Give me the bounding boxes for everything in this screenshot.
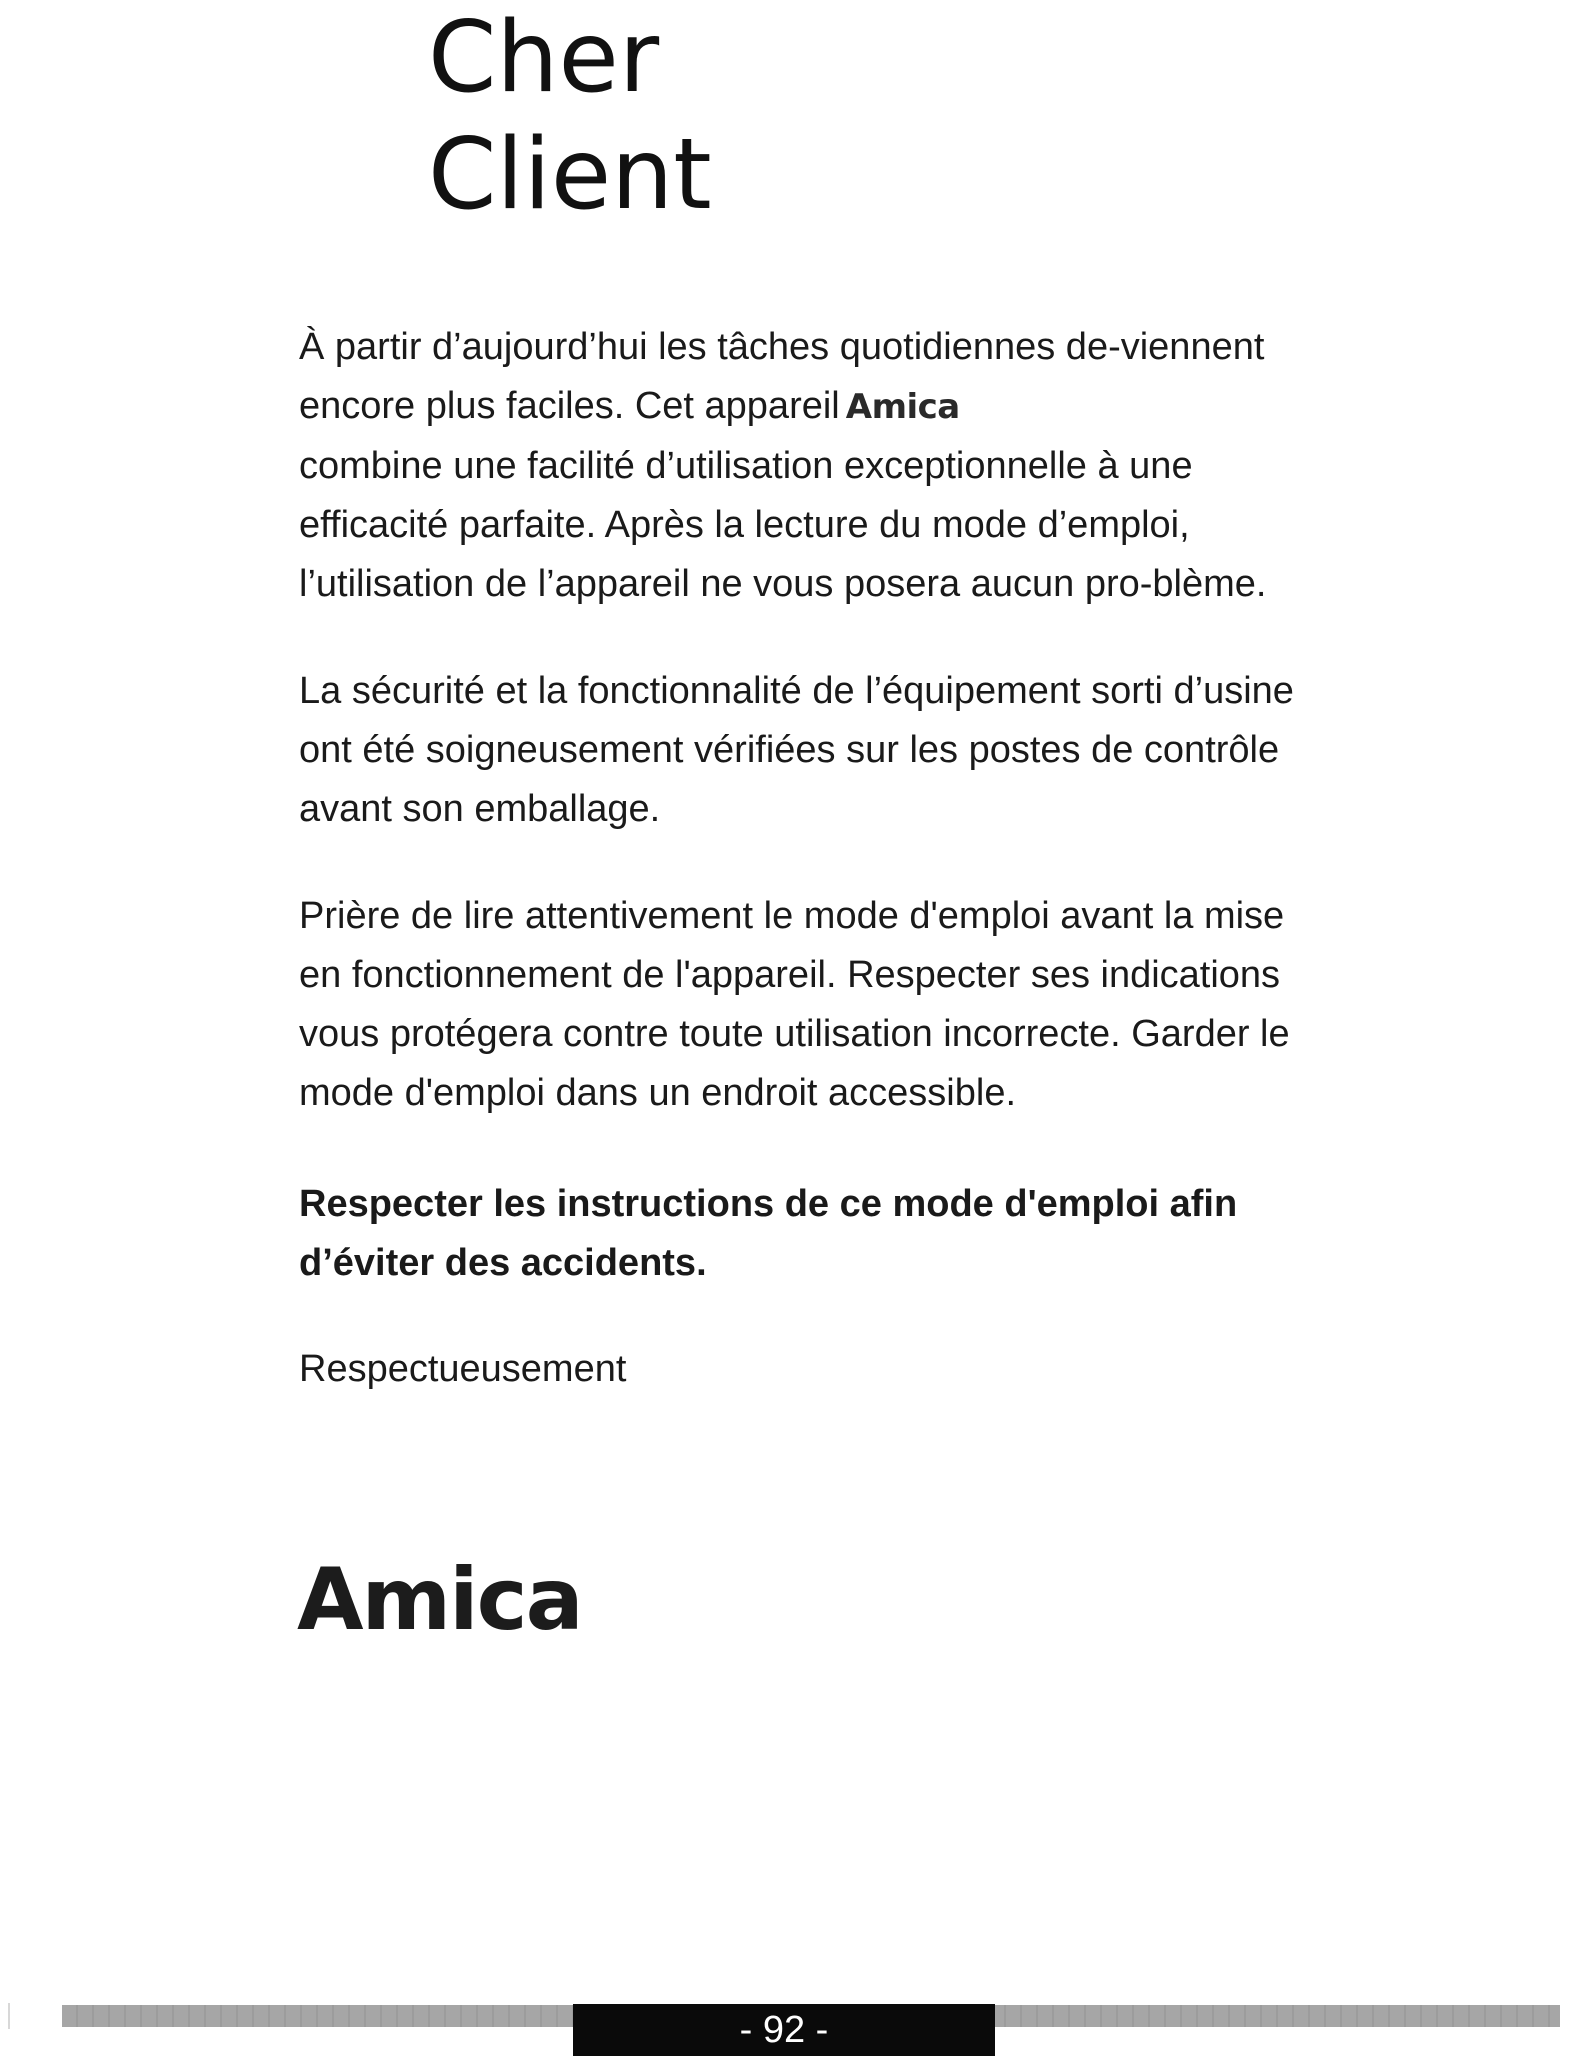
page-title-line-1: Cher <box>428 1 660 115</box>
safety-paragraph: La sécurité et la fonctionnalité de l’équipement sorti d’usine ont été soigneusement vérifiées sur les postes de contrôle avant son emballage. <box>299 670 1294 830</box>
intro-text-end: combine une facilité d’utilisation exceptionnelle à une efficacité parfaite. Après la lecture du mode d’emploi, l’utilisation de l’appareil ne vous posera aucun pro-blème. <box>299 445 1267 605</box>
inline-brand-logo: Amica <box>845 387 960 427</box>
intro-text-start: À partir d’aujourd’hui les tâches quotidiennes de-viennent encore plus faciles. Cet appareil <box>299 326 1265 427</box>
intro-paragraph <box>299 318 1299 614</box>
page-title <box>428 0 712 234</box>
warning-paragraph: Respecter les instructions de ce mode d'emploi afin d’éviter des accidents. <box>299 1183 1238 1284</box>
closing-text: Respectueusement <box>299 1348 627 1390</box>
edge-mark <box>8 2003 10 2029</box>
page-title-line-2: Client <box>428 118 712 232</box>
page-number: - 92 - <box>573 2004 995 2056</box>
letter-body <box>299 318 1299 1399</box>
amica-signature-logo: Amica <box>297 1550 582 1650</box>
reading-paragraph: Prière de lire attentivement le mode d'emploi avant la mise en fonctionnement de l'appareil. Respecter ses indications vous protégera contre toute utilisation incorrecte. Garder le mode d'emploi dans un endroit accessible. <box>299 895 1290 1114</box>
